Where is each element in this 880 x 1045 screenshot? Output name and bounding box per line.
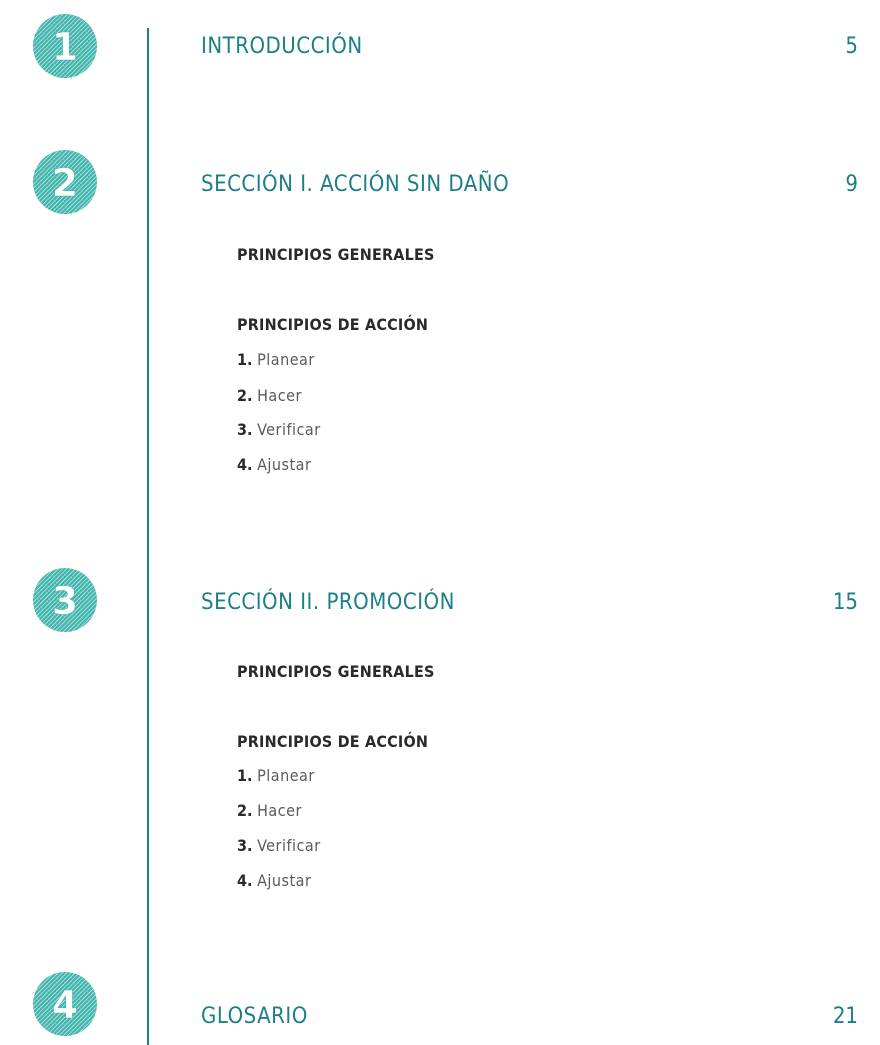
- toc-entry-seccion-i[interactable]: SECCIÓN I. ACCIÓN SIN DAÑO: [201, 172, 510, 197]
- item-label: Planear: [257, 350, 315, 369]
- item-number: 2.: [237, 386, 253, 405]
- toc-page-number[interactable]: 15: [832, 590, 858, 615]
- badge-number: 1: [51, 25, 79, 69]
- toc-subentry-principios-de-accion[interactable]: PRINCIPIOS DE ACCIÓN: [237, 315, 429, 334]
- toc-list-item[interactable]: [237, 871, 311, 891]
- section-number-badge: [31, 970, 99, 1038]
- toc-list-item[interactable]: [237, 420, 321, 440]
- toc-list-item[interactable]: [237, 455, 311, 475]
- item-number: 4.: [237, 871, 253, 890]
- item-number: 1.: [237, 766, 253, 785]
- toc-entry-glosario[interactable]: GLOSARIO: [201, 1004, 308, 1029]
- item-label: Planear: [257, 766, 315, 785]
- toc-list-item[interactable]: [237, 836, 321, 856]
- toc-entry-seccion-ii[interactable]: SECCIÓN II. PROMOCIÓN: [201, 590, 455, 615]
- item-number: 3.: [237, 420, 253, 439]
- item-label: Verificar: [257, 836, 321, 855]
- toc-subentry-principios-de-accion[interactable]: PRINCIPIOS DE ACCIÓN: [237, 732, 429, 751]
- toc-page-number[interactable]: 9: [845, 172, 858, 197]
- toc-list-item[interactable]: [237, 801, 302, 821]
- item-number: 1.: [237, 350, 253, 369]
- item-number: 2.: [237, 801, 253, 820]
- badge-number: 3: [51, 579, 79, 623]
- badge-number: 4: [51, 983, 79, 1027]
- item-label: Ajustar: [257, 871, 312, 890]
- item-label: Hacer: [257, 801, 302, 820]
- item-label: Hacer: [257, 386, 302, 405]
- toc-page-number[interactable]: 21: [832, 1004, 858, 1029]
- item-number: 4.: [237, 455, 253, 474]
- item-label: Verificar: [257, 420, 321, 439]
- section-number-badge: [31, 566, 99, 634]
- toc-list-item[interactable]: [237, 386, 302, 406]
- badge-number: 2: [51, 161, 79, 205]
- toc-subentry-principios-generales[interactable]: PRINCIPIOS GENERALES: [237, 245, 435, 264]
- section-number-badge: [31, 148, 99, 216]
- toc-entry-introduccion[interactable]: INTRODUCCIÓN: [201, 34, 363, 59]
- toc-divider-line: [147, 28, 149, 1045]
- item-number: 3.: [237, 836, 253, 855]
- toc-list-item[interactable]: [237, 766, 315, 786]
- toc-subentry-principios-generales[interactable]: PRINCIPIOS GENERALES: [237, 662, 435, 681]
- toc-page-number[interactable]: 5: [845, 34, 858, 59]
- toc-list-item[interactable]: [237, 350, 315, 370]
- section-number-badge: [31, 12, 99, 80]
- item-label: Ajustar: [257, 455, 312, 474]
